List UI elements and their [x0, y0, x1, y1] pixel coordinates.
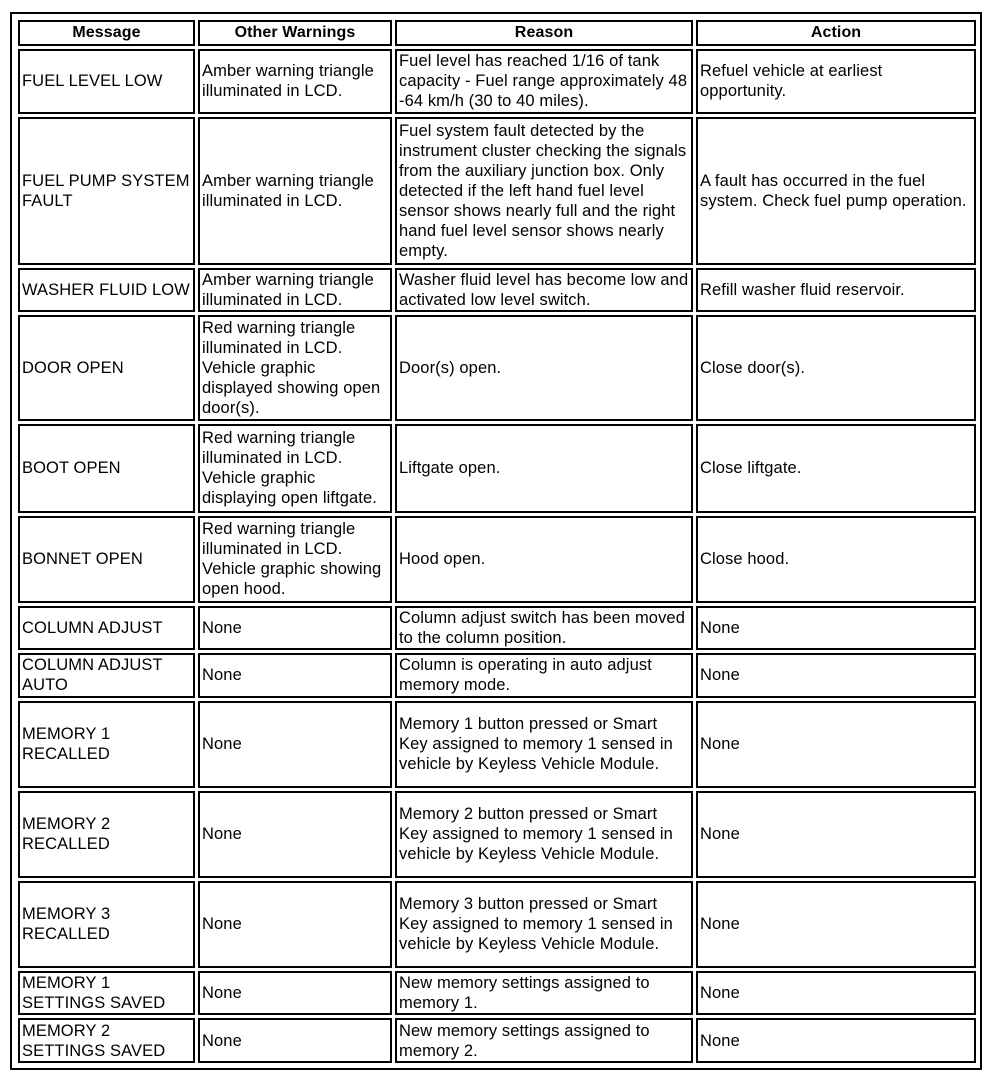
cell-message: COLUMN ADJUST [18, 606, 195, 651]
cell-other-warnings: None [198, 701, 392, 788]
cell-other-warnings: None [198, 653, 392, 698]
table-row [18, 268, 976, 313]
table-row [18, 701, 976, 788]
cell-other-warnings: Red warning triangle illuminated in LCD. Vehicle graphic showing open hood. [198, 516, 392, 603]
cell-other-warnings: None [198, 971, 392, 1016]
cell-reason: Liftgate open. [395, 424, 693, 512]
cell-other-warnings: Amber warning triangle illuminated in LCD. [198, 49, 392, 114]
cell-message: MEMORY 2 SETTINGS SAVED [18, 1018, 195, 1063]
cell-action: Refill washer fluid reservoir. [696, 268, 976, 313]
cell-reason: Door(s) open. [395, 315, 693, 421]
cell-other-warnings: Amber warning triangle illuminated in LCD. [198, 117, 392, 265]
warning-messages-table [15, 17, 979, 1066]
cell-action: None [696, 1018, 976, 1063]
cell-message: BONNET OPEN [18, 516, 195, 603]
cell-other-warnings: None [198, 1018, 392, 1063]
header-message: Message [18, 20, 195, 46]
cell-other-warnings: None [198, 606, 392, 651]
cell-reason: Memory 2 button pressed or Smart Key assigned to memory 1 sensed in vehicle by Keyless Vehicle Module. [395, 791, 693, 878]
cell-action: None [696, 791, 976, 878]
cell-message: DOOR OPEN [18, 315, 195, 421]
cell-action: Close door(s). [696, 315, 976, 421]
table-row [18, 653, 976, 698]
table-row [18, 791, 976, 878]
cell-message: MEMORY 2 RECALLED [18, 791, 195, 878]
cell-reason: Fuel level has reached 1/16 of tank capacity - Fuel range approximately 48 -64 km/h (30 to 40 miles). [395, 49, 693, 114]
cell-action: Refuel vehicle at earliest opportunity. [696, 49, 976, 114]
cell-other-warnings: Amber warning triangle illuminated in LCD. [198, 268, 392, 313]
cell-action: A fault has occurred in the fuel system. Check fuel pump operation. [696, 117, 976, 265]
cell-reason: New memory settings assigned to memory 2. [395, 1018, 693, 1063]
cell-action: None [696, 881, 976, 968]
table-row [18, 424, 976, 512]
table-row [18, 516, 976, 603]
cell-message: FUEL PUMP SYSTEM FAULT [18, 117, 195, 265]
header-reason: Reason [395, 20, 693, 46]
cell-reason: New memory settings assigned to memory 1. [395, 971, 693, 1016]
table-row [18, 117, 976, 265]
cell-message: WASHER FLUID LOW [18, 268, 195, 313]
table-row [18, 606, 976, 651]
cell-reason: Column adjust switch has been moved to the column position. [395, 606, 693, 651]
cell-other-warnings: Red warning triangle illuminated in LCD. Vehicle graphic displayed showing open door(s). [198, 315, 392, 421]
cell-reason: Washer fluid level has become low and activated low level switch. [395, 268, 693, 313]
warning-messages-table-frame [10, 12, 982, 1070]
cell-other-warnings: None [198, 791, 392, 878]
header-other-warnings: Other Warnings [198, 20, 392, 46]
cell-action: None [696, 653, 976, 698]
cell-reason: Column is operating in auto adjust memory mode. [395, 653, 693, 698]
cell-action: None [696, 701, 976, 788]
table-row [18, 1018, 976, 1063]
cell-reason: Memory 1 button pressed or Smart Key assigned to memory 1 sensed in vehicle by Keyless Vehicle Module. [395, 701, 693, 788]
cell-message: FUEL LEVEL LOW [18, 49, 195, 114]
table-row [18, 881, 976, 968]
cell-message: MEMORY 3 RECALLED [18, 881, 195, 968]
cell-message: COLUMN ADJUST AUTO [18, 653, 195, 698]
cell-message: MEMORY 1 SETTINGS SAVED [18, 971, 195, 1016]
table-header-row [18, 20, 976, 46]
cell-reason: Fuel system fault detected by the instrument cluster checking the signals from the auxiliary junction box. Only detected if the left hand fuel level sensor shows nearly full and the right hand fuel level sensor shows nearly empty. [395, 117, 693, 265]
table-row [18, 971, 976, 1016]
cell-action: None [696, 606, 976, 651]
cell-reason: Hood open. [395, 516, 693, 603]
cell-other-warnings: Red warning triangle illuminated in LCD. Vehicle graphic displaying open liftgate. [198, 424, 392, 512]
cell-action: Close hood. [696, 516, 976, 603]
table-row [18, 49, 976, 114]
cell-message: BOOT OPEN [18, 424, 195, 512]
cell-reason: Memory 3 button pressed or Smart Key assigned to memory 1 sensed in vehicle by Keyless Vehicle Module. [395, 881, 693, 968]
cell-other-warnings: None [198, 881, 392, 968]
table-row [18, 315, 976, 421]
cell-action: Close liftgate. [696, 424, 976, 512]
header-action: Action [696, 20, 976, 46]
cell-message: MEMORY 1 RECALLED [18, 701, 195, 788]
cell-action: None [696, 971, 976, 1016]
